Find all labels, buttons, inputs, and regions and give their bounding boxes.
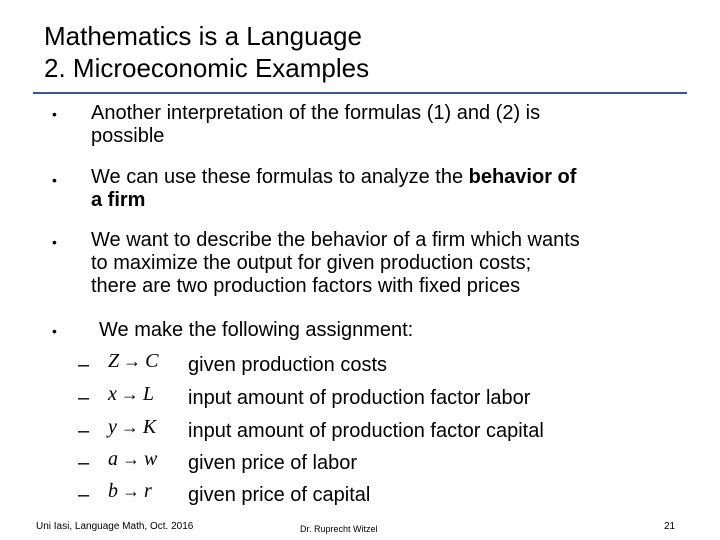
assignment-formula: b → r — [108, 480, 152, 502]
dash-marker: – — [78, 420, 90, 442]
bullet-2-text — [91, 166, 576, 212]
dash-marker: – — [78, 452, 90, 474]
dash-marker: – — [78, 387, 90, 409]
arrow-icon: → — [120, 417, 139, 437]
assignment-description: input amount of production factor capital — [188, 420, 544, 442]
footer-left: Uni Iasi, Language Math, Oct. 2016 — [36, 521, 194, 532]
title-divider — [33, 92, 687, 94]
bullet-marker: • — [52, 172, 57, 188]
assignment-formula: x → L — [108, 383, 155, 405]
footer-author: Dr. Ruprecht Witzel — [300, 524, 378, 534]
bullet-4-text — [99, 319, 413, 342]
assignment-formula: a → w — [108, 448, 158, 470]
title-line-2: 2. Microeconomic Examples — [44, 53, 370, 83]
dash-marker: – — [78, 484, 90, 506]
bullet-3-line-2: to maximize the output for given production costs; — [91, 252, 532, 274]
assignment-description: input amount of production factor labor — [188, 387, 531, 409]
bullet-2-line-2 — [91, 189, 576, 212]
assignment-formula: Z → C — [108, 350, 159, 372]
assignment-description: given price of capital — [188, 484, 371, 506]
arrow-icon: → — [123, 351, 142, 371]
bullet-3-line-3: there are two production factors with fixed prices — [91, 275, 521, 297]
bullet-1-line-1: Another interpretation of the formulas (1) and (2) is — [91, 102, 541, 124]
bullet-marker: • — [52, 106, 57, 122]
assignment-description: given production costs — [188, 354, 388, 376]
assignment-formula: y → K — [108, 416, 157, 438]
bullet-marker: • — [52, 323, 57, 339]
arrow-icon: → — [122, 449, 140, 469]
page-number: 21 — [664, 521, 676, 532]
bullet-marker: • — [52, 234, 57, 250]
slide-title — [44, 20, 644, 84]
bullet-2-bold-2: a firm — [91, 189, 146, 211]
arrow-icon: → — [120, 384, 139, 404]
bullet-4-line-1: We make the following assignment: — [99, 319, 414, 341]
bullet-2-prefix: We can use these formulas to analyze the — [91, 166, 469, 188]
assignment-description: given price of labor — [188, 452, 357, 474]
title-line-1: Mathematics is a Language — [44, 21, 362, 51]
arrow-icon: → — [122, 481, 140, 501]
bullet-1-line-2: possible — [91, 125, 165, 147]
bullet-3-line-1: We want to describe the behavior of a firm which wants — [91, 229, 580, 251]
bullet-2-bold-1: behavior of — [468, 166, 577, 188]
dash-marker: – — [78, 354, 90, 376]
bullet-3-text — [91, 229, 580, 298]
bullet-2-line-1 — [91, 166, 576, 189]
bullet-1-text — [91, 102, 540, 148]
